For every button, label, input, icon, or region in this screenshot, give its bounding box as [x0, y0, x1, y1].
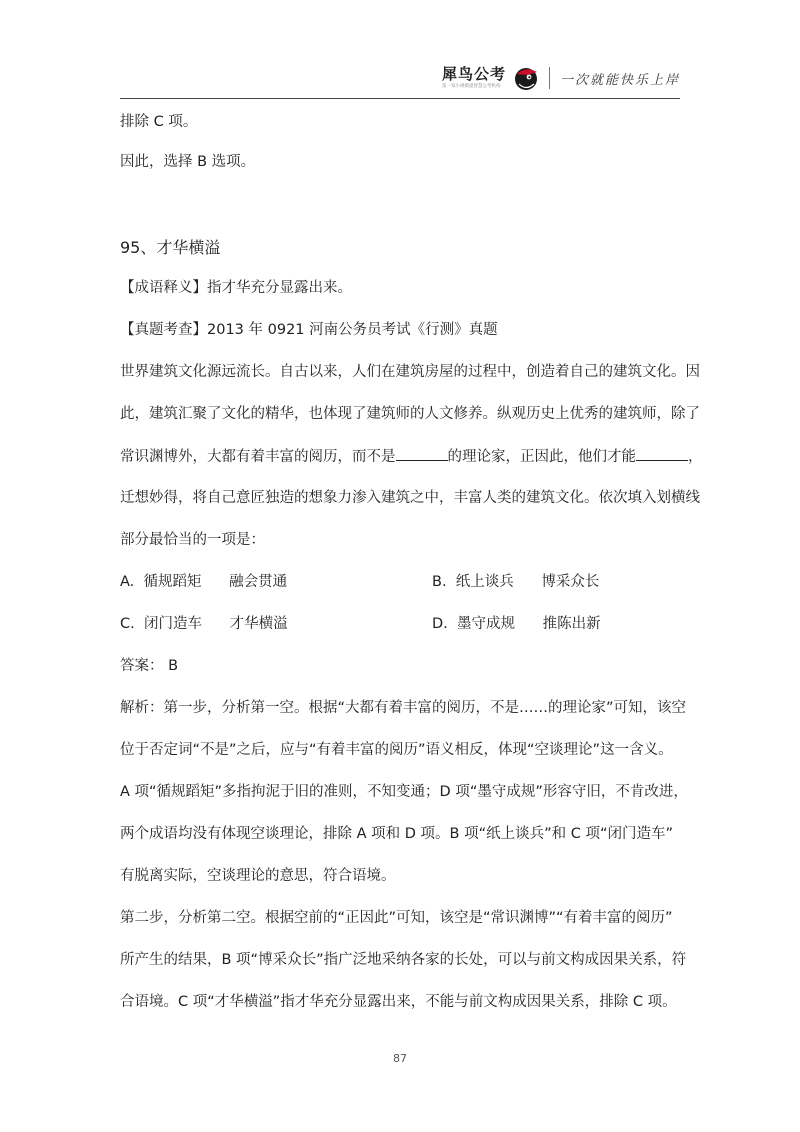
analysis-line: 所产生的结果，B 项“博采众长”指广泛地采纳各家的长处，可以与前文构成因果关系，符	[120, 952, 687, 968]
question-fragment: 的理论家，正因此，他们才能	[447, 449, 636, 465]
logo-text: 犀鸟公考	[441, 65, 506, 83]
page-number: 87	[393, 1052, 407, 1065]
entry-title: 95、才华横溢	[120, 238, 221, 257]
text-line: 排除 C 项。	[120, 114, 198, 130]
idiom-definition: 【成语释义】指才华充分显露出来。	[120, 280, 352, 296]
header-divider	[549, 67, 550, 89]
page-header	[120, 60, 680, 99]
analysis-line: 有脱离实际，空谈理论的意思，符合语境。	[120, 868, 396, 884]
question-line	[120, 446, 703, 467]
option-d: D. 墨守成规 推陈出新	[432, 616, 601, 632]
logo-subtitle: 第一家小规模提智慧公考机构	[441, 83, 501, 89]
answer: 答案： B	[120, 658, 179, 674]
brand-logo	[442, 62, 680, 94]
fill-blank	[396, 446, 448, 461]
hornbill-logo-icon	[511, 64, 541, 92]
option-c: C. 闭门造车 才华横溢	[120, 616, 288, 632]
fill-blank	[636, 446, 688, 461]
question-line: 部分最恰当的一项是：	[120, 532, 265, 548]
question-fragment: ，	[688, 449, 703, 465]
analysis-line: A 项“循规蹈矩”多指拘泥于旧的准则，不知变通；D 项“墨守成规”形容守旧，不肯改进，	[120, 784, 688, 800]
analysis-line: 合语境。C 项“才华横溢”指才华充分显露出来，不能与前文构成因果关系，排除 C 项。	[120, 994, 677, 1010]
question-line: 此，建筑汇聚了文化的精华，也体现了建筑师的人文修养。纵观历史上优秀的建筑师，除了	[120, 406, 700, 422]
analysis-line: 解析：第一步，分析第一空。根据“大都有着丰富的阅历，不是……的理论家”可知，该空	[120, 700, 687, 716]
slogan: 一次就能快乐上岸	[559, 72, 680, 88]
analysis-line: 位于否定词“不是”之后，应与“有着丰富的阅历”语义相反，体现“空谈理论”这一含义。	[120, 742, 673, 758]
question-line: 世界建筑文化源远流长。自古以来，人们在建筑房屋的过程中，创造着自己的建筑文化。因	[120, 364, 700, 380]
question-fragment: 常识渊博外，大都有着丰富的阅历，而不是	[120, 449, 396, 465]
question-line: 迁想妙得，将自己意匠独造的想象力渗入建筑之中，丰富人类的建筑文化。依次填入划横线	[120, 490, 700, 506]
option-a: A. 循规蹈矩 融会贯通	[120, 574, 288, 590]
analysis-line: 第二步，分析第二空。根据空前的“正因此”可知，该空是“常识渊博”“有着丰富的阅历”	[120, 910, 673, 926]
option-b: B. 纸上谈兵 博采众长	[432, 574, 600, 590]
analysis-line: 两个成语均没有体现空谈理论，排除 A 项和 D 项。B 项“纸上谈兵”和 C 项“闭门造车”	[120, 826, 673, 842]
text-line: 因此，选择 B 选项。	[120, 154, 256, 170]
exam-source: 【真题考查】2013 年 0921 河南公务员考试《行测》真题	[120, 322, 498, 338]
